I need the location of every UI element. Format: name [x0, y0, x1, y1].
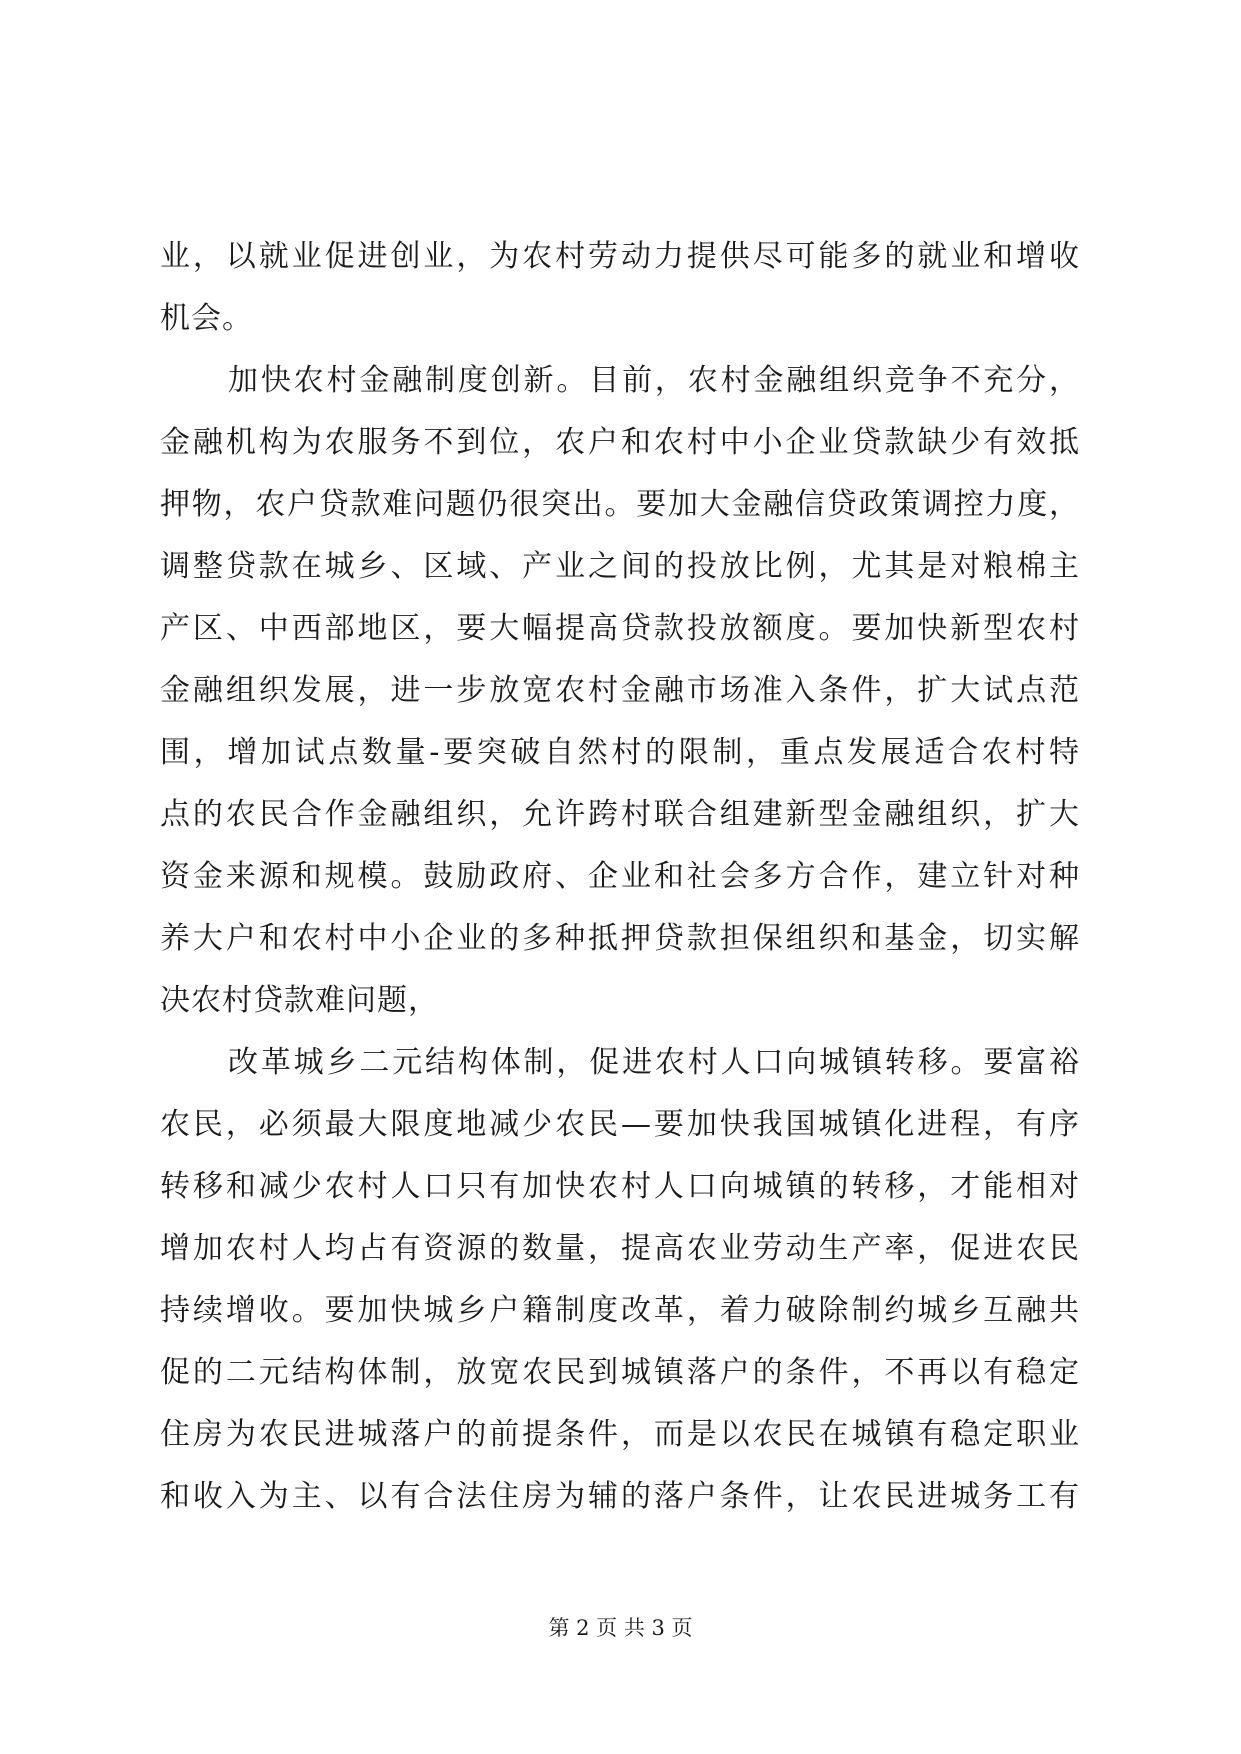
paragraph-first-line: 加快农村金融制度创新。目前，农村金融组织竞争不充分，	[228, 363, 1080, 398]
text-line: 持续增收。要加快城乡户籍制度改革，着力破除制约城乡互融共	[160, 1293, 1080, 1328]
text-line: 养大户和农村中小企业的多种抵押贷款担保组织和基金，切实解	[160, 921, 1080, 956]
text-line: 机会。	[160, 301, 253, 336]
text-line: 金融机构为农服务不到位，农户和农村中小企业贷款缺少有效抵	[160, 425, 1080, 460]
paragraph-first-line: 改革城乡二元结构体制，促进农村人口向城镇转移。要富裕	[228, 1045, 1080, 1080]
text-line: 产区、中西部地区，要大幅提高贷款投放额度。要加快新型农村	[160, 611, 1080, 646]
text-line: 押物，农户贷款难问题仍很突出。要加大金融信贷政策调控力度，	[160, 487, 1080, 522]
body-text	[160, 226, 1080, 1528]
text-line: 增加农村人均占有资源的数量，提高农业劳动生产率，促进农民	[160, 1231, 1080, 1266]
text-line: 决农村贷款难问题，	[160, 983, 439, 1018]
text-line: 住房为农民进城落户的前提条件，而是以农民在城镇有稳定职业	[160, 1417, 1080, 1452]
text-line: 业，以就业促进创业，为农村劳动力提供尽可能多的就业和增收	[160, 239, 1080, 274]
text-line: 围，增加试点数量-要突破自然村的限制，重点发展适合农村特	[160, 735, 1080, 770]
text-line: 和收入为主、以有合法住房为辅的落户条件，让农民进城务工有	[160, 1479, 1080, 1514]
page-number-footer: 第 2 页 共 3 页	[548, 1616, 693, 1640]
text-line: 转移和减少农村人口只有加快农村人口向城镇的转移，才能相对	[160, 1169, 1080, 1204]
text-line: 促的二元结构体制，放宽农民到城镇落户的条件，不再以有稳定	[160, 1355, 1080, 1390]
text-line: 调整贷款在城乡、区域、产业之间的投放比例，尤其是对粮棉主	[160, 549, 1080, 584]
text-line: 资金来源和规模。鼓励政府、企业和社会多方合作，建立针对种	[160, 859, 1080, 894]
text-line: 点的农民合作金融组织，允许跨村联合组建新型金融组织，扩大	[160, 797, 1080, 832]
text-line: 金融组织发展，进一步放宽农村金融市场准入条件，扩大试点范	[160, 673, 1080, 708]
text-line: 农民，必须最大限度地减少农民—要加快我国城镇化进程，有序	[160, 1107, 1080, 1142]
